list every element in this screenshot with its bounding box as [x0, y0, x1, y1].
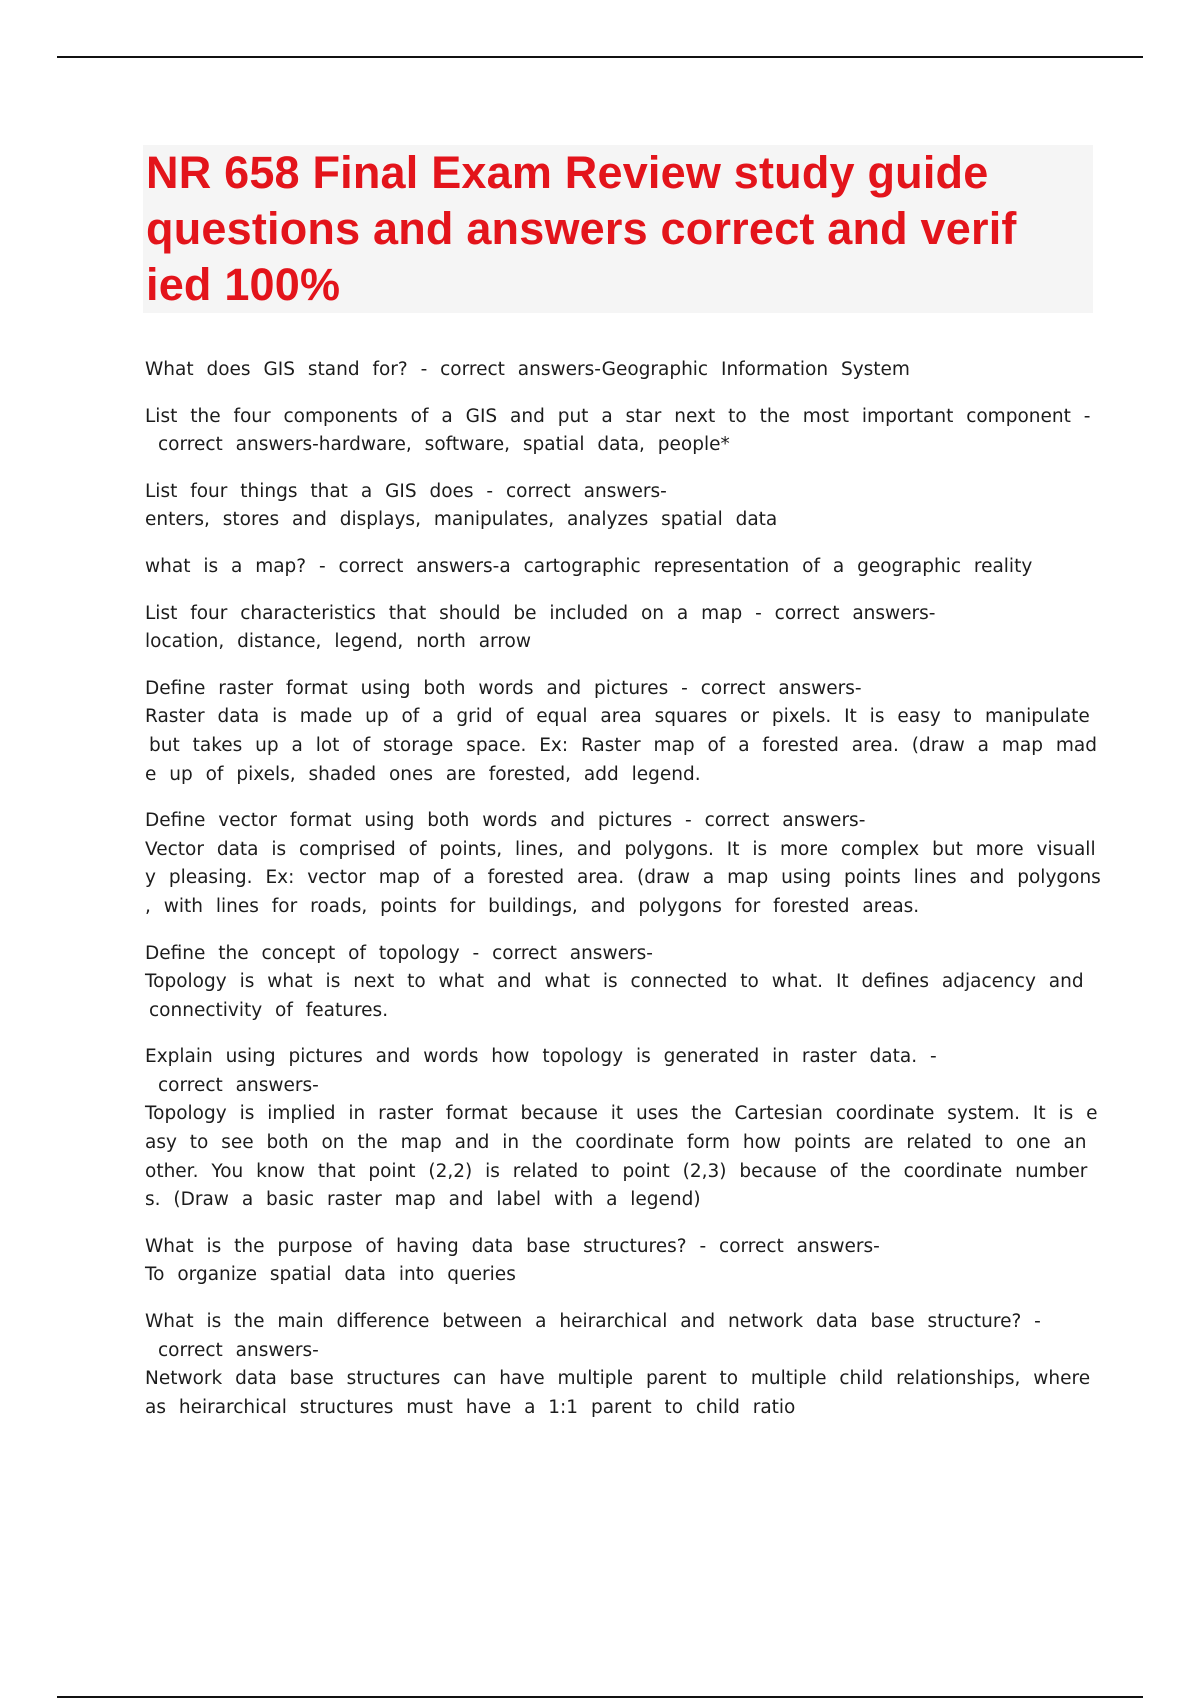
qa-text-line: To organize spatial data into queries	[145, 1264, 516, 1286]
qa-item	[145, 403, 1090, 460]
qa-text-line: Define vector format using both words and pictures - correct answers-	[145, 810, 866, 832]
qa-text-line: what is a map? - correct answers-a cartographic representation of a geographic reality	[145, 555, 1033, 577]
title-line-2: questions and answers correct and verif	[146, 203, 1017, 254]
qa-text-line: correct answers-hardware, software, spatial data, people*	[158, 434, 730, 456]
qa-text-line: correct answers-	[158, 1339, 319, 1361]
qa-text-line: List the four components of a GIS and put a star next to the most important component -	[145, 405, 1091, 427]
qa-text-line: Network data base structures can have multiple parent to multiple child relationships, where	[145, 1368, 1091, 1390]
qa-item	[145, 356, 1090, 385]
qa-text-line: e up of pixels, shaded ones are forested, add legend.	[145, 763, 701, 785]
qa-item	[145, 600, 1090, 657]
qa-text-line: What is the purpose of having data base structures? - correct answers-	[145, 1235, 880, 1257]
document-title	[143, 145, 1093, 313]
qa-text-line: Raster data is made up of a grid of equal area squares or pixels. It is easy to manipulate	[145, 706, 1090, 728]
bottom-rule	[57, 1696, 1143, 1698]
qa-item	[145, 675, 1097, 789]
qa-text-line: Vector data is comprised of points, lines, and polygons. It is more complex but more visuall	[145, 838, 1096, 860]
qa-text-line: What is the main difference between a heirarchical and network data base structure? -	[145, 1311, 1041, 1333]
qa-item	[145, 1308, 1090, 1422]
qa-text-line: asy to see both on the map and in the coordinate form how points are related to one an	[145, 1132, 1087, 1154]
qa-item	[145, 1043, 1098, 1215]
qa-text-line: List four things that a GIS does - correct answers-	[145, 480, 667, 502]
qa-text-line: s. (Draw a basic raster map and label with a legend)	[145, 1189, 701, 1211]
qa-text-line: Explain using pictures and words how topology is generated in raster data. -	[145, 1046, 937, 1068]
qa-text-line: Define raster format using both words and pictures - correct answers-	[145, 677, 862, 699]
top-rule	[57, 56, 1143, 58]
qa-list	[145, 356, 1101, 1440]
qa-text-line: Topology is what is next to what and what is connected to what. It defines adjacency and	[145, 971, 1084, 993]
qa-item	[145, 940, 1090, 1026]
qa-text-line: , with lines for roads, points for buildings, and polygons for forested areas.	[145, 895, 920, 917]
qa-text-line: y pleasing. Ex: vector map of a forested area. (draw a map using points lines and polygons	[145, 867, 1101, 889]
qa-text-line: Define the concept of topology - correct answers-	[145, 942, 653, 964]
title-line-1: NR 658 Final Exam Review study guide	[146, 147, 989, 198]
qa-item	[145, 553, 1090, 582]
qa-text-line: correct answers-	[158, 1074, 319, 1096]
qa-item	[145, 478, 1090, 535]
qa-text-line: but takes up a lot of storage space. Ex: Raster map of a forested area. (draw a map mad	[149, 734, 1097, 756]
qa-text-line: location, distance, legend, north arrow	[145, 631, 531, 653]
title-line-3: ied 100%	[146, 259, 341, 310]
qa-item	[145, 1233, 1090, 1290]
qa-text-line: connectivity of features.	[149, 999, 389, 1021]
qa-text-line: as heirarchical structures must have a 1:1 parent to child ratio	[145, 1396, 796, 1418]
qa-text-line: Topology is implied in raster format because it uses the Cartesian coordinate system. It is e	[145, 1103, 1098, 1125]
qa-item	[145, 807, 1101, 921]
qa-text-line: List four characteristics that should be included on a map - correct answers-	[145, 602, 936, 624]
qa-text-line: enters, stores and displays, manipulates, analyzes spatial data	[145, 509, 778, 531]
qa-text-line: What does GIS stand for? - correct answers-Geographic Information System	[145, 359, 910, 380]
qa-text-line: other. You know that point (2,2) is related to point (2,3) because of the coordinate number	[145, 1160, 1088, 1182]
